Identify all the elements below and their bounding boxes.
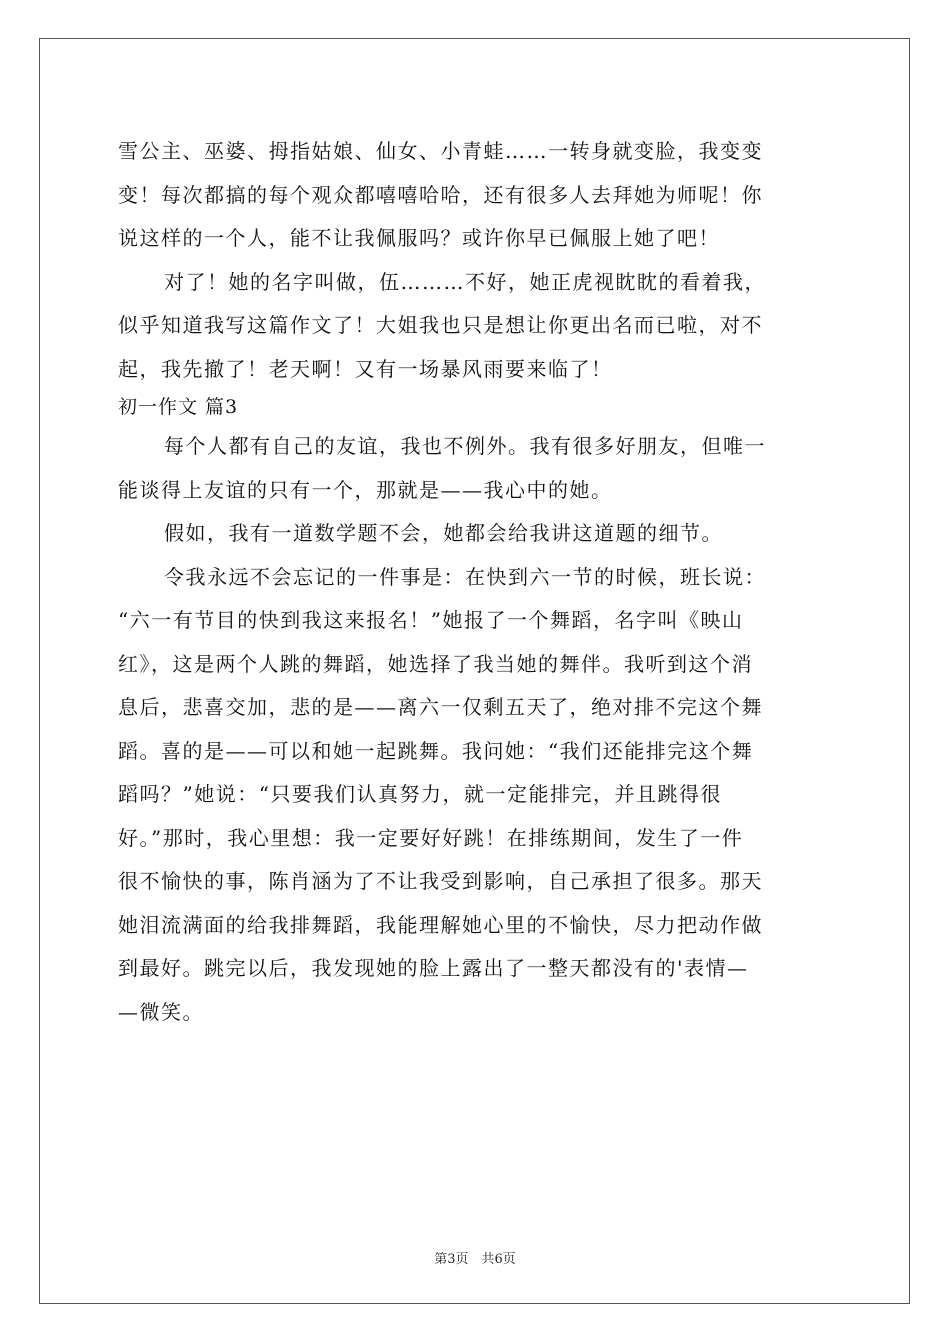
text-line: 说这样的一个人，能不让我佩服吗？或许你早已佩服上她了吧！ (118, 226, 720, 250)
text-line: 能谈得上友谊的只有一个，那就是——我心中的她。 (118, 477, 613, 502)
text-line: —微笑。 (118, 999, 204, 1024)
text-line: 变！每次都搞的每个观众都嘻嘻哈哈，还有很多人去拜她为师呢！你 (118, 182, 763, 207)
text-line: 假如，我有一道数学题不会，她都会给我讲这道题的细节。 (164, 521, 723, 545)
text-line: 好。”那时，我心里想：我一定要好好跳！在排练期间，发生了一件 (118, 825, 744, 850)
text-line: 到最好。跳完以后，我发现她的脸上露出了一整天都没有的'表情— (118, 956, 749, 980)
text-line: “六一有节目的快到我这来报名！”她报了一个舞蹈，名字叫《映山 (118, 608, 744, 632)
text-line: 令我永远不会忘记的一件事是：在快到六一节的时候，班长说： (164, 564, 766, 589)
text-line: 对了！她的名字叫做，伍………不好，她正虎视眈眈的看着我， (164, 269, 766, 294)
text-line: 她泪流满面的给我排舞蹈，我能理解她心里的不愉快，尽力把动作做 (118, 912, 763, 937)
paragraph-block-top (118, 130, 838, 391)
text-line: 蹈吗？”她说：“只要我们认真努力，就一定能排完，并且跳得很 (118, 782, 722, 806)
text-line: 起，我先撤了！老天啊！又有一场暴风雨要来临了！ (118, 356, 613, 381)
text-line: 似乎知道我写这篇作文了！大姐我也只是想让你更出名而已啦，对不 (118, 313, 763, 337)
section-heading: 初一作文 篇3 (118, 396, 239, 418)
text-line: 雪公主、巫婆、拇指姑娘、仙女、小青蛙……一转身就变脸，我变变 (118, 139, 763, 163)
text-line: 很不愉快的事，陈肖涵为了不让我受到影响，自己承担了很多。那天 (118, 869, 763, 893)
document-body (118, 130, 838, 1034)
text-line: 息后，悲喜交加，悲的是——离六一仅剩五天了，绝对排不完这个舞 (118, 695, 763, 719)
text-line: 蹈。喜的是——可以和她一起跳舞。我问她：“我们还能排完这个舞 (118, 738, 754, 763)
text-line: 红》，这是两个人跳的舞蹈，她选择了我当她的舞伴。我听到这个消 (118, 651, 753, 676)
text-line: 每个人都有自己的友谊，我也不例外。我有很多好朋友，但唯一 (164, 434, 766, 458)
paragraph-block-bottom (118, 425, 838, 1034)
page-footer: 第3页 共6页 (434, 1252, 516, 1267)
